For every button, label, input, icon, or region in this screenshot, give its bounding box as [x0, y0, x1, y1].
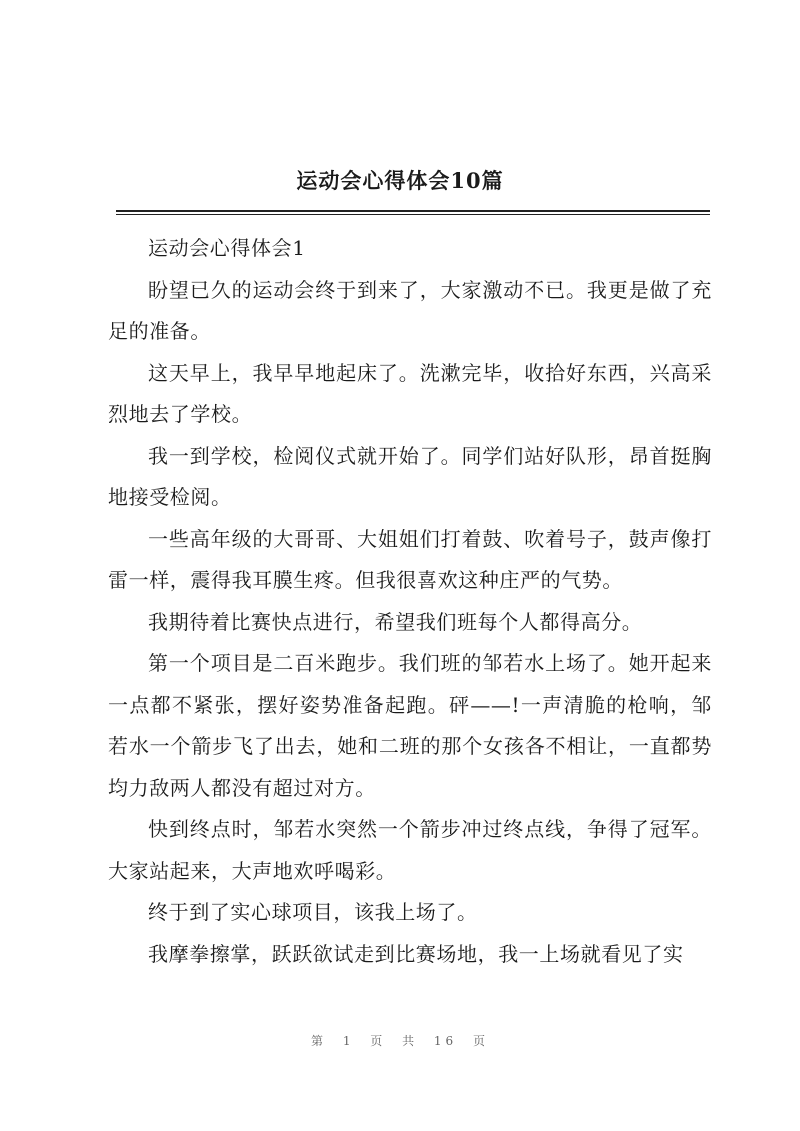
- paragraph: 快到终点时，邹若水突然一个箭步冲过终点线，争得了冠军。大家站起来，大声地欢呼喝彩。: [108, 817, 712, 883]
- section-heading: 运动会心得体会1: [148, 236, 306, 260]
- title-divider-thick: [116, 210, 710, 212]
- document-title: 运动会心得体会10篇: [296, 168, 504, 193]
- paragraph: 第一个项目是二百米跑步。我们班的邹若水上场了。她开起来一点都不紧张，摆好姿势准备起跑。砰——!一声清脆的枪响，邹若水一个箭步飞了出去，她和二班的那个女孩各不相让，一直都势均力敌两人都没有超过对方。: [108, 651, 712, 800]
- paragraph: 我期待着比赛快点进行，希望我们班每个人都得高分。: [148, 609, 643, 634]
- paragraph: 盼望已久的运动会终于到来了，大家激动不已。我更是做了充足的准备。: [108, 277, 712, 343]
- paragraph: 终于到了实心球项目，该我上场了。: [148, 900, 478, 924]
- title-divider-thin: [116, 214, 710, 215]
- paragraph: 我摩拳擦掌，跃跃欲试走到比赛场地，我一上场就看见了实: [148, 941, 684, 966]
- document-body: [108, 228, 712, 975]
- paragraph: 我一到学校，检阅仪式就开始了。同学们站好队形，昂首挺胸地接受检阅。: [108, 443, 712, 509]
- page-footer: 第 1 页 共 16 页: [311, 1034, 489, 1048]
- paragraph: 一些高年级的大哥哥、大姐姐们打着鼓、吹着号子，鼓声像打雷一样，震得我耳膜生疼。但我很喜欢这种庄严的气势。: [108, 526, 712, 592]
- paragraph: 这天早上，我早早地起床了。洗漱完毕，收拾好东西，兴高采烈地去了学校。: [108, 360, 712, 426]
